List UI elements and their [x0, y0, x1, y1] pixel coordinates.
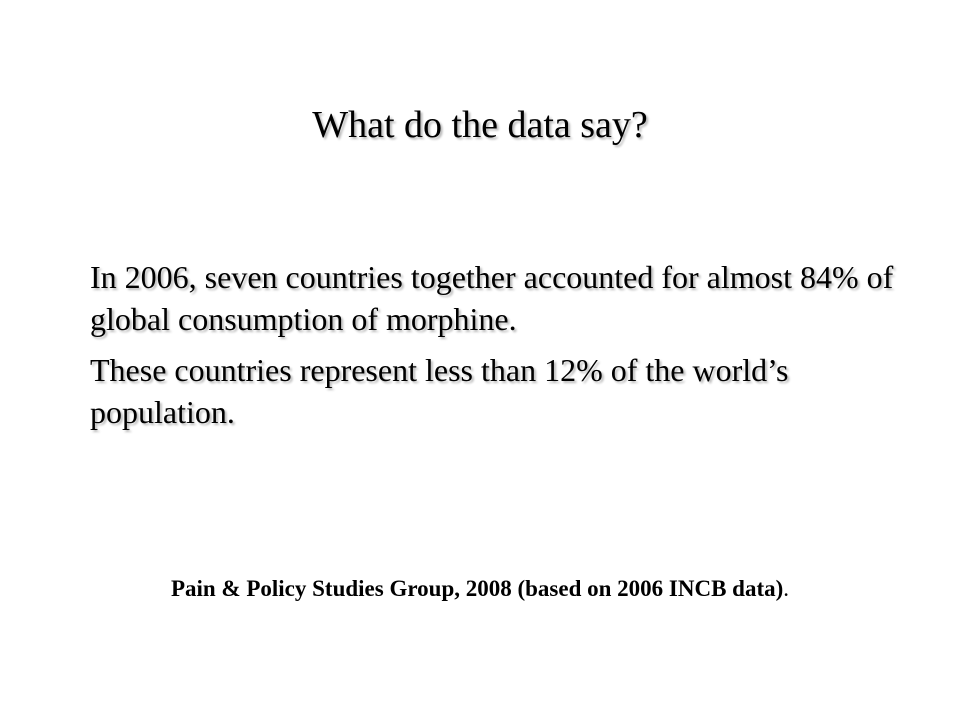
- slide-body: [90, 256, 920, 442]
- citation-period: .: [783, 576, 790, 601]
- slide-title: What do the data say?: [312, 104, 648, 146]
- body-paragraph-population: These countries represent less than 12% of the world’s population.: [90, 352, 789, 430]
- source-citation: [0, 574, 960, 604]
- body-paragraph-consumption: In 2006, seven countries together accounted for almost 84% of global consumption of morphine.: [90, 259, 894, 337]
- citation-text: Pain & Policy Studies Group, 2008 (based on 2006 INCB data): [170, 576, 784, 601]
